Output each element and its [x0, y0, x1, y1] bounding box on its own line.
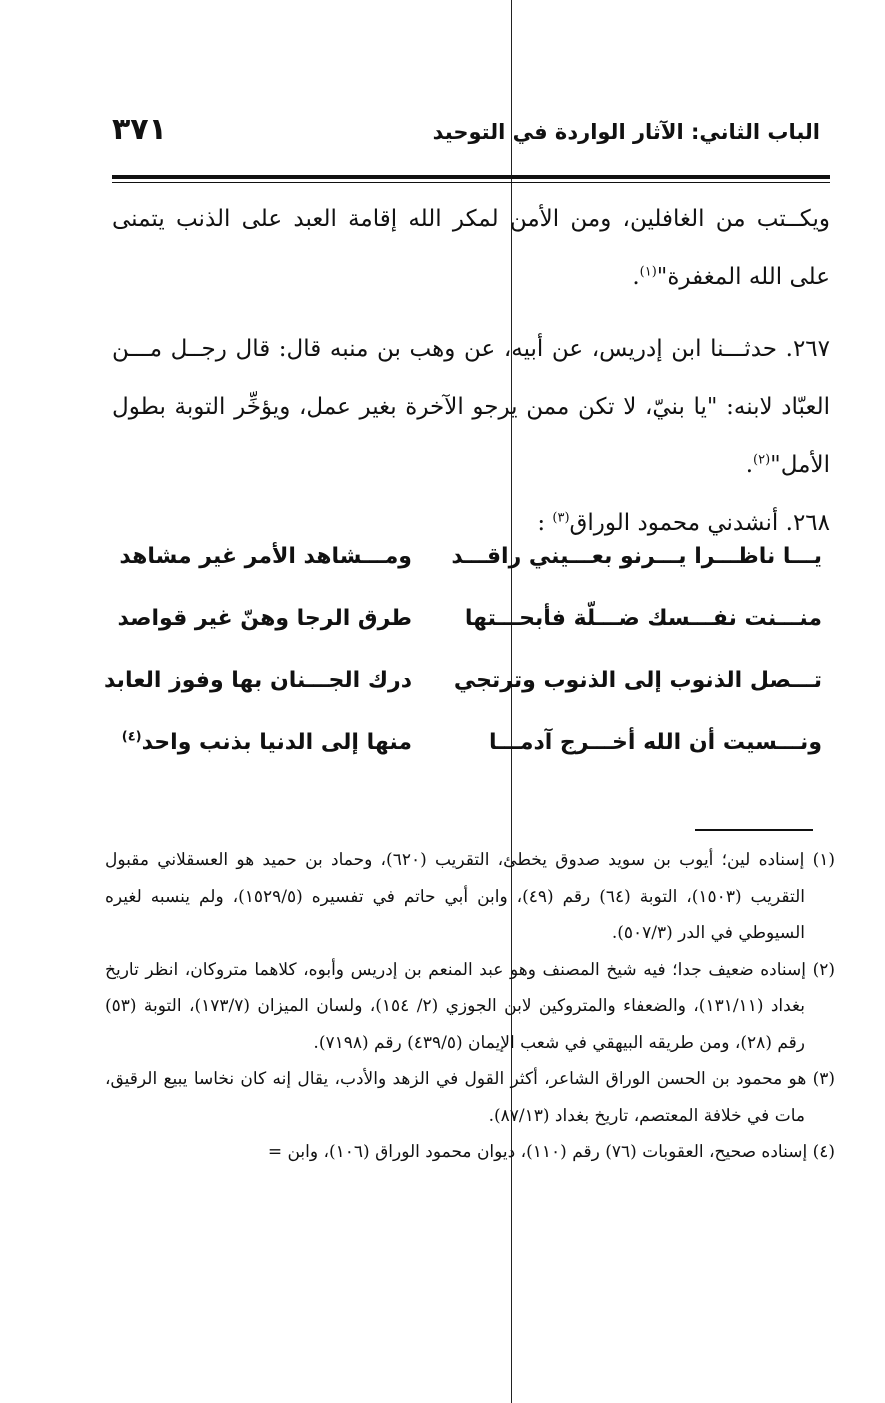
footnote-ref: (٣): [552, 510, 570, 526]
poem-first-hemistich: منـــنت نفـــسك ضـــلّة فأبحـــتها: [464, 606, 822, 631]
footnote-1: (١) إسناده لين؛ أيوب بن سويد صدوق يخطئ، التقريب (٦٢٠)، وحماد بن حميد هو العسقلاني مقبول التقريب (١٥٠٣)، التوبة (٦٤) رقم (٤٩)، وابن أبي حاتم في تفسيره (١٥٢٩/٥)، ولم ينسبه لغيره السيوطي في الدر (٥٠٧/٣).: [105, 850, 836, 943]
paragraph-end: .: [745, 452, 754, 478]
poem-verse: [112, 716, 822, 778]
page-number: ٣٧١: [112, 112, 167, 147]
paragraph-267: [112, 320, 830, 494]
poem-first-hemistich: تـــصل الذنوب إلى الذنوب وترتجي: [453, 668, 822, 693]
footnote-ref: (١): [639, 264, 657, 280]
hemistich-text: طرق الرجا وهنّ غير قواصد: [117, 606, 412, 631]
paragraph-end: .: [632, 264, 640, 290]
poem-verse: [112, 592, 822, 654]
footnotes: [105, 842, 835, 1171]
footnote-ref: (٢): [753, 452, 771, 468]
paragraph-text: ويكــتب من الغافلين، ومن الأمن لمكر الله إقامة العبد على الذنب يتمنى على الله المغفرة": [112, 206, 830, 290]
hemistich-text: منها إلى الدنيا بذنب واحد: [141, 730, 412, 755]
running-title: الباب الثاني: الآثار الواردة في التوحيد: [432, 120, 820, 144]
poem-second-hemistich: [112, 730, 412, 755]
footnote-3: (٣) هو محمود بن الحسن الوراق الشاعر، أكثر القول في الزهد والأدب، يقال إنه كان نخاسا يبيع الرقيق، مات في خلافة المعتصم، تاريخ بغداد (٨٧/١٣).: [105, 1069, 835, 1126]
paragraph-end: :: [537, 510, 553, 536]
poem-second-hemistich: [112, 606, 412, 631]
main-text: [112, 190, 830, 552]
hemistich-text: ومـــشاهد الأمر غير مشاهد: [119, 544, 412, 569]
poem-second-hemistich: [103, 668, 412, 693]
footnote-2: (٢) إسناده ضعيف جدا؛ فيه شيخ المصنف وهو عبد المنعم بن إدريس وأبوه، كلاهما متروكان، انظر تاريخ بغداد (١٣١/١١)، والضعفاء والمتروكين لابن الجوزي (٢/ ١٥٤)، ولسان الميزان (١٧٣/٧)، التوبة (٥٣) رقم (٢٨)، ومن طريقه البيهقي في شعب الإيمان (٤٣٩/٥) رقم (٧١٩٨).: [105, 959, 835, 1053]
footnote-separator: [695, 829, 813, 831]
poem-verse: [103, 654, 822, 716]
poem: [103, 530, 822, 778]
footnote-4: (٤) إسناده صحيح، العقوبات (٧٦) رقم (١١٠)، ديوان محمود الوراق (١٠٦)، وابن =: [267, 1142, 835, 1162]
paragraph-continuation: [112, 190, 830, 306]
hemistich-text: درك الجـــنان بها وفوز العابد: [103, 668, 412, 693]
header-rule-thin: [112, 182, 830, 183]
paragraph-text: ٢٦٧. حدثـــنا ابن إدريس، عن أبيه، عن وهب بن منبه قال: قال رجــل مـــن العبّاد لابنه: "يا بنيّ، لا تكن ممن يرجو الآخرة بغير عمل، ويؤخِّر التوبة بطول الأمل": [112, 336, 830, 478]
poem-first-hemistich: ونـــسيت أن الله أخـــرج آدمـــا: [489, 730, 822, 755]
footnote-ref: (٤): [121, 729, 142, 745]
poem-second-hemistich: [112, 544, 412, 569]
poem-verse: [112, 530, 822, 592]
page-header: [112, 112, 832, 162]
header-rule-thick: [112, 175, 830, 179]
paragraph-text: ٢٦٨. أنشدني محمود الوراق: [569, 510, 830, 536]
poem-first-hemistich: يـــا ناظـــرا يـــرنو بعـــيني راقـــد: [451, 544, 822, 569]
